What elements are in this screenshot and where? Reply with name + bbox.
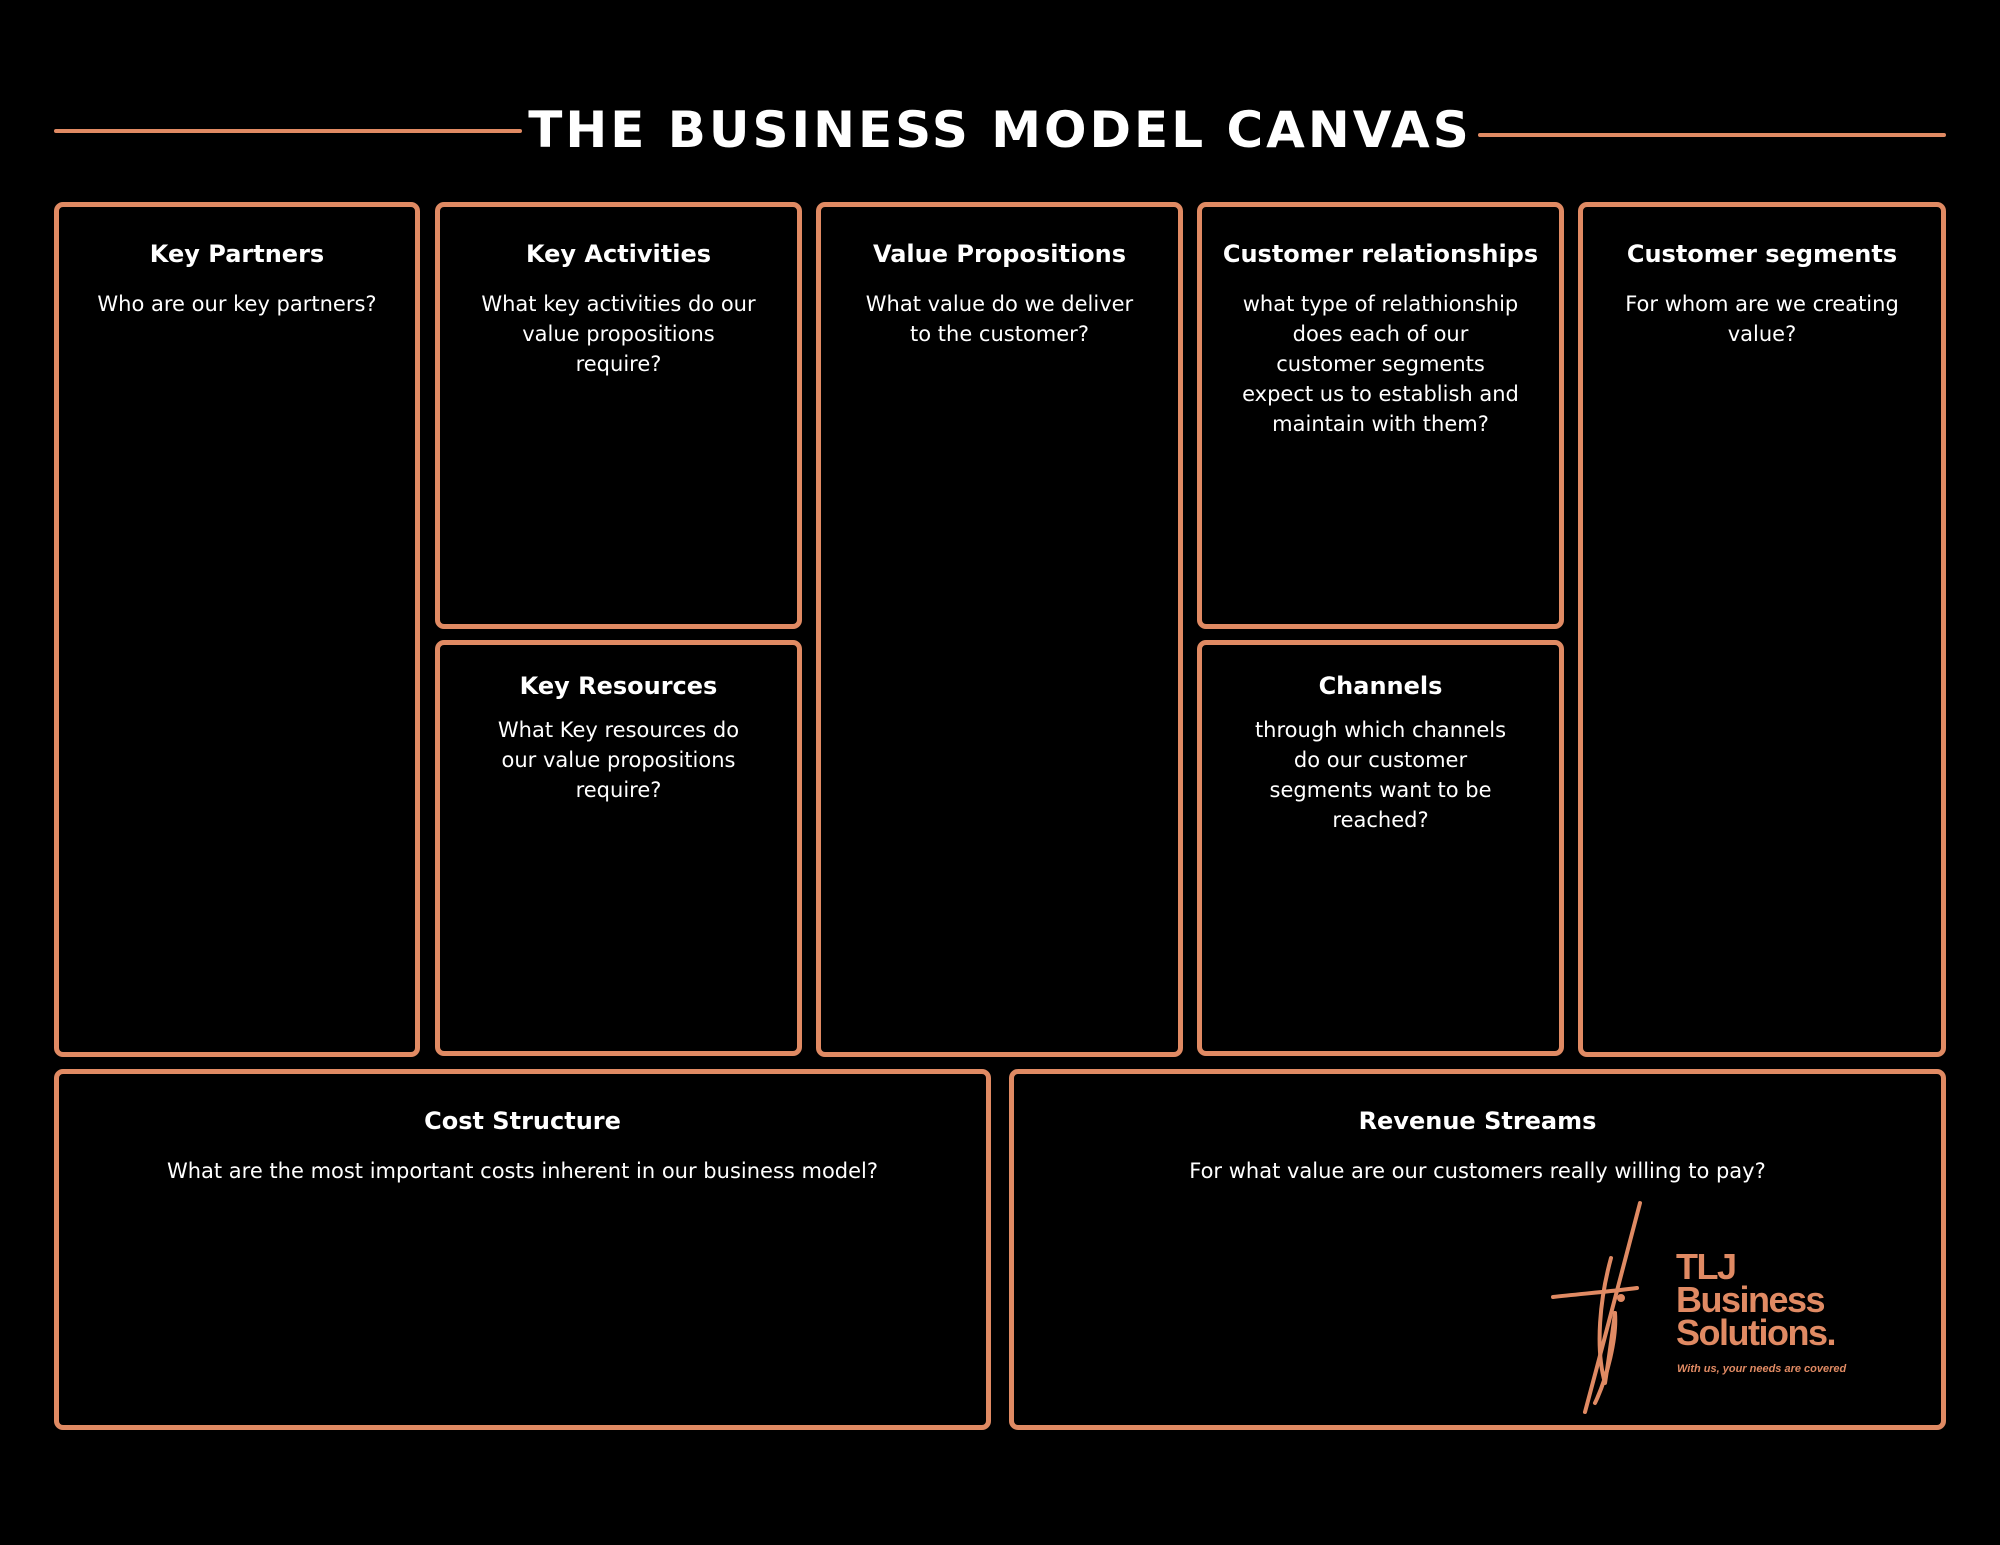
value-propositions-prompt: What value do we deliver to the customer?	[865, 292, 1134, 346]
customer-segments-heading: Customer segments	[1626, 240, 1898, 268]
page-title: THE BUSINESS MODEL CANVAS	[528, 101, 1472, 159]
customer-relationships-prompt: what type of relathionship does each of our customer segments expect us to establish and maintain with them?	[1242, 292, 1519, 436]
brand-tagline: With us, your needs are covered	[1677, 1363, 1847, 1375]
value-propositions-heading: Value Propositions	[872, 240, 1127, 268]
key-partners-box[interactable]	[54, 202, 420, 1057]
key-activities-prompt: What key activities do our value propositions require?	[481, 292, 756, 376]
channels-box[interactable]	[1197, 640, 1564, 1056]
title-rule-right	[1478, 133, 1946, 137]
channels-prompt: through which channels do our customer segments want to be reached?	[1254, 718, 1507, 832]
key-activities-box[interactable]	[435, 202, 802, 629]
key-partners-prompt: Who are our key partners?	[97, 292, 377, 316]
revenue-streams-prompt: For what value are our customers really willing to pay?	[1189, 1159, 1766, 1183]
revenue-streams-heading: Revenue Streams	[1358, 1107, 1597, 1135]
key-partners-heading: Key Partners	[149, 240, 325, 268]
brand-name: TLJ Business Solutions.	[1676, 1246, 1835, 1353]
cost-structure-prompt: What are the most important costs inherent in our business model?	[166, 1159, 879, 1183]
key-activities-heading: Key Activities	[525, 240, 712, 268]
brand-logo	[1545, 1198, 1885, 1418]
channels-heading: Channels	[1318, 672, 1443, 700]
value-propositions-box[interactable]	[816, 202, 1183, 1057]
cost-structure-box[interactable]	[54, 1069, 991, 1430]
customer-relationships-box[interactable]	[1197, 202, 1564, 629]
tlj-monogram-icon	[1545, 1198, 1675, 1418]
key-resources-prompt: What Key resources do our value propositions require?	[497, 718, 740, 802]
customer-segments-prompt: For whom are we creating value?	[1625, 292, 1899, 346]
customer-relationships-heading: Customer relationships	[1222, 240, 1539, 268]
key-resources-box[interactable]	[435, 640, 802, 1056]
key-resources-heading: Key Resources	[519, 672, 718, 700]
cost-structure-heading: Cost Structure	[424, 1107, 621, 1135]
customer-segments-box[interactable]	[1578, 202, 1946, 1057]
